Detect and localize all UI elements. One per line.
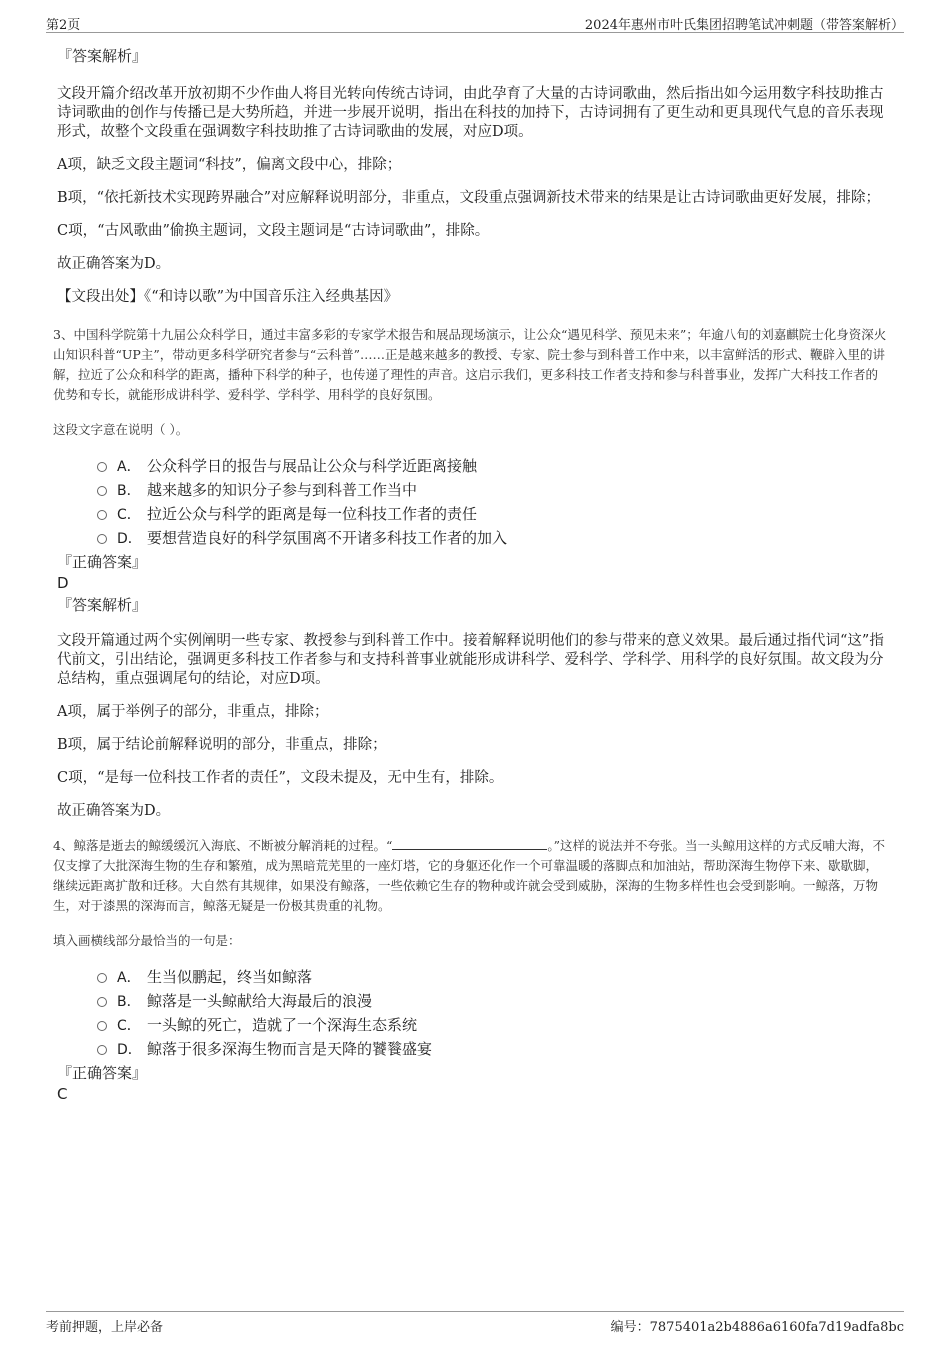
page-footer: [46, 1311, 904, 1334]
question-3-prompt: 这段文字意在说明（ ）。: [53, 422, 189, 437]
analysis-label: 『答案解析』: [57, 47, 148, 65]
question-4-options: [57, 965, 890, 1061]
analysis-option-b: B项，属于结论前解释说明的部分，非重点，排除；: [57, 737, 387, 753]
radio-button[interactable]: [97, 462, 107, 472]
page-content: [53, 44, 890, 1103]
document-title: 2024年惠州市叶氏集团招聘笔试冲刺题（带答案解析）: [584, 18, 904, 33]
question-4-stem: 4、鲸落是逝去的鲸缓缓沉入海底、不断被分解消耗的过程。“ 。”这样的说法并不夸张。当一头鲸用这样的方式反哺大海，不仅支撑了大批深海生物的生存和繁殖，成为黑暗荒芜里的一座灯塔，它的身躯还化作一个可靠温暖的落脚点和加油站，帮助深海生物停下来、歇歇脚，继续远距离扩散和迁移。大自然有其规律，如果没有鲸落，一些依赖它生存的物种或许就会受到威胁，深海的生物多样性也会受到影响。一鲸落，万物生，对于漆黑的深海而言，鲸落无疑是一份极其贵重的礼物。: [53, 838, 886, 913]
radio-button[interactable]: [97, 486, 107, 496]
option-a[interactable]: A． 公众科学日的报告与展品让公众与科学近距离接触: [57, 454, 890, 478]
document-id: 编号：7875401a2b4886a6160fa7d19adfa8bc: [610, 1320, 904, 1335]
analysis-option-c: C项，“是每一位科技工作者的责任”，文段未提及，无中生有，排除。: [57, 770, 504, 786]
option-a[interactable]: A． 生当似鹏起，终当如鲸落: [57, 965, 890, 989]
page-number: 第2页: [46, 18, 81, 33]
analysis-label: 『答案解析』: [57, 596, 148, 614]
analysis-conclusion: 故正确答案为D。: [57, 256, 171, 272]
question-4-prompt: 填入画横线部分最恰当的一句是：: [53, 933, 241, 948]
fill-blank: [392, 837, 547, 850]
analysis-option-c: C项，“古风歌曲”偷换主题词，文段主题词是“古诗词歌曲”，排除。: [57, 223, 490, 239]
correct-answer-label: 『正确答案』: [57, 553, 148, 571]
correct-answer-label: 『正确答案』: [57, 1064, 148, 1082]
option-c[interactable]: C． 拉近公众与科学的距离是每一位科技工作者的责任: [57, 502, 890, 526]
radio-button[interactable]: [97, 973, 107, 983]
analysis-conclusion: 故正确答案为D。: [57, 803, 171, 819]
question-3-options: [57, 454, 890, 550]
question-3-stem: 3、中国科学院第十九届公众科学日，通过丰富多彩的专家学术报告和展品现场演示，让公众“遇见科学、预见未来”；年逾八旬的刘嘉麒院士化身资深火山知识科普“UP主”，带动更多科学研究者参与“云科普”……正是越来越多的教授、专家、院士参与到科普工作中来，以丰富鲜活的形式、鞭辟入里的讲解，拉近了公众和科学的距离，播种下科学的种子，也传递了理性的声音。这启示我们，更多科技工作者支持和参与科普事业，发挥广大科技工作者的优势和专长，就能形成讲科学、爱科学、学科学、用科学的良好氛围。: [53, 327, 887, 402]
radio-button[interactable]: [97, 534, 107, 544]
analysis-option-a: A项，属于举例子的部分，非重点，排除；: [57, 704, 329, 720]
radio-button[interactable]: [97, 997, 107, 1007]
radio-button[interactable]: [97, 1045, 107, 1055]
correct-answer: C: [57, 1085, 68, 1103]
radio-button[interactable]: [97, 510, 107, 520]
option-b[interactable]: B． 越来越多的知识分子参与到科普工作当中: [57, 478, 890, 502]
analysis-option-b: B项，“依托新技术实现跨界融合”对应解释说明部分，非重点，文段重点强调新技术带来的结果是让古诗词歌曲更好发展，排除；: [57, 190, 880, 206]
analysis-option-a: A项，缺乏文段主题词“科技”，偏离文段中心，排除；: [57, 157, 402, 173]
source-note: 【文段出处】《“和诗以歌”为中国音乐注入经典基因》: [57, 289, 399, 305]
footer-slogan: 考前押题，上岸必备: [46, 1320, 164, 1335]
page-header: [46, 12, 904, 33]
option-c[interactable]: C． 一头鲸的死亡，造就了一个深海生态系统: [57, 1013, 890, 1037]
analysis-paragraph: 文段开篇通过两个实例阐明一些专家、教授参与到科普工作中。接着解释说明他们的参与带来的意义效果。最后通过指代词“这”指代前文，引出结论，强调更多科技工作者参与和支持科普事业就能形成讲科学、爱科学、学科学、用科学的良好氛围。故文段为分总结构，重点强调尾句的结论，对应D项。: [57, 633, 884, 687]
option-b[interactable]: B． 鲸落是一头鲸献给大海最后的浪漫: [57, 989, 890, 1013]
analysis-paragraph: 文段开篇介绍改革开放初期不少作曲人将目光转向传统古诗词，由此孕育了大量的古诗词歌曲，然后指出如今运用数字科技助推古诗词歌曲的创作与传播已是大势所趋，并进一步展开说明，指出在科技的加持下，古诗词拥有了更生动和更具现代气息的音乐表现形式，故整个文段重在强调数字科技助推了古诗词歌曲的发展，对应D项。: [57, 86, 884, 140]
option-d[interactable]: D． 鲸落于很多深海生物而言是天降的饕餮盛宴: [57, 1037, 890, 1061]
correct-answer: D: [57, 574, 69, 592]
option-d[interactable]: D． 要想营造良好的科学氛围离不开诸多科技工作者的加入: [57, 526, 890, 550]
radio-button[interactable]: [97, 1021, 107, 1031]
